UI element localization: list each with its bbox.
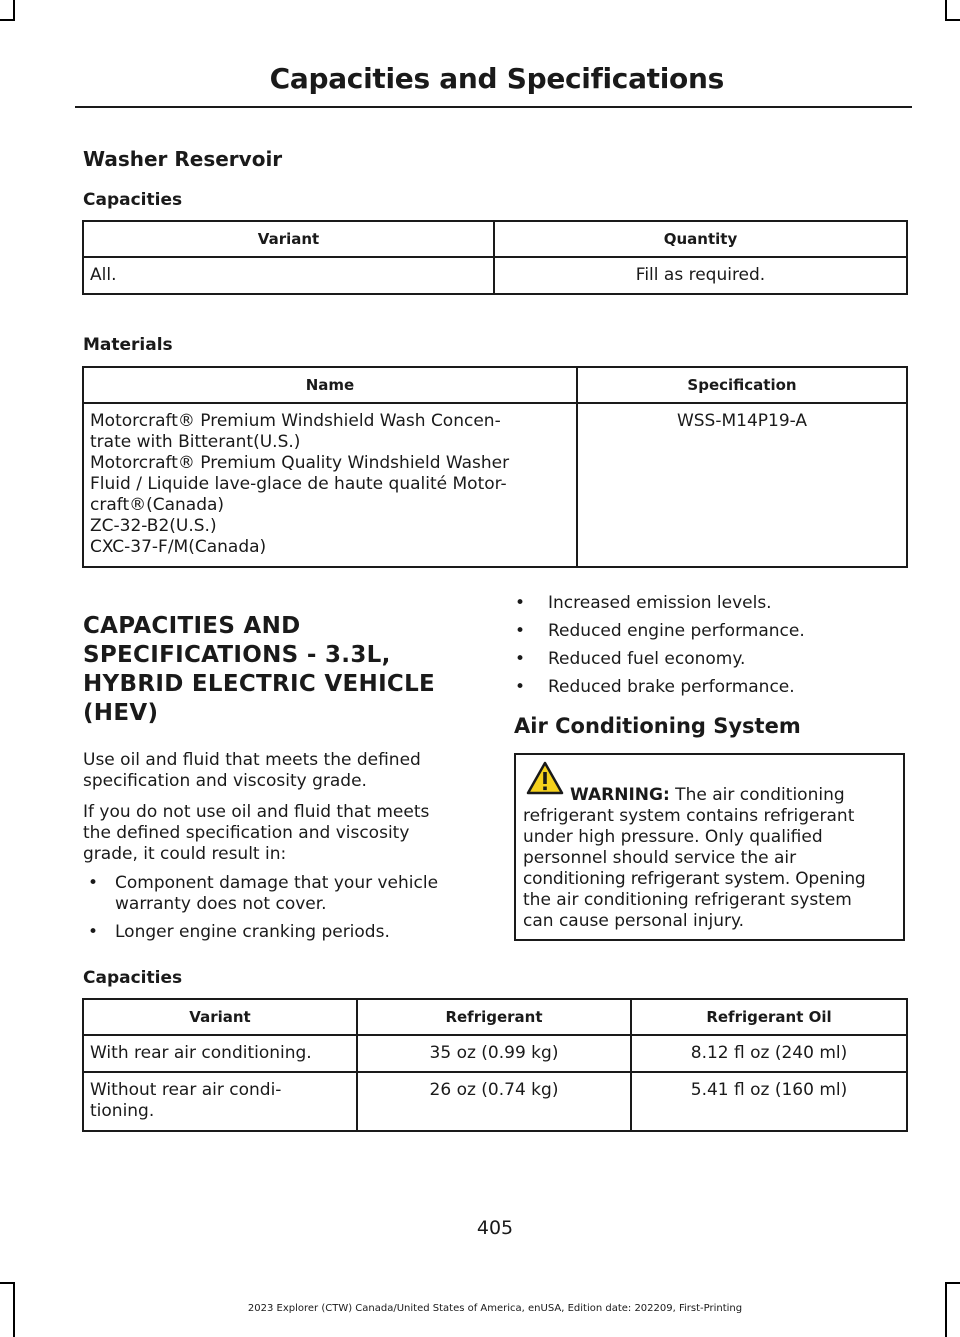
warning-line: refrigerant system contains refrigerant — [523, 806, 855, 826]
crop-mark — [13, 0, 15, 20]
column-header: Variant — [83, 999, 357, 1035]
page-title: Capacities and Specifications — [269, 62, 724, 95]
variant-cell: With rear air conditioning. — [83, 1035, 357, 1072]
bullet-text: Increased emission levels. — [548, 593, 772, 613]
bullet-marker: • — [515, 649, 526, 669]
warning-line: personnel should service the air — [523, 848, 797, 868]
heading-line: CAPACITIES AND — [83, 613, 301, 639]
bullet-marker: • — [515, 677, 526, 697]
refrigerant-cell: 35 oz (0.99 kg) — [357, 1035, 631, 1072]
washer-materials-heading: Materials — [83, 335, 173, 355]
table-row — [83, 257, 907, 294]
warning-line: the air conditioning refrigerant system — [523, 890, 852, 910]
column-header: Refrigerant — [357, 999, 631, 1035]
hev-consequence-paragraph — [83, 802, 429, 865]
material-name-line: ZC-32-B2(U.S.) — [90, 516, 217, 536]
bullet-marker: • — [515, 621, 526, 641]
paragraph-line: the defined specification and viscosity — [83, 823, 410, 843]
refrigerant-oil-cell: 5.41 fl oz (160 ml) — [631, 1072, 907, 1131]
column-header: Name — [83, 367, 577, 403]
list-item — [515, 677, 905, 698]
hev-section-heading — [83, 612, 483, 728]
variant-line: Without rear air condi- — [90, 1080, 282, 1100]
column-header: Specification — [577, 367, 907, 403]
heading-line: (HEV) — [83, 700, 159, 726]
bullet-text: Reduced brake performance. — [548, 677, 795, 697]
paragraph-line: Use oil and fluid that meets the defined — [83, 750, 421, 770]
material-name-line: CXC-37-F/M(Canada) — [90, 537, 267, 557]
quantity-cell: Fill as required. — [494, 257, 907, 294]
paragraph-line: If you do not use oil and fluid that meets — [83, 802, 430, 822]
bullet-text: Reduced engine performance. — [548, 621, 805, 641]
air-conditioning-heading: Air Conditioning System — [514, 714, 801, 738]
warning-line: conditioning refrigerant system. Opening — [523, 869, 866, 889]
bullet-text: Longer engine cranking periods. — [115, 922, 390, 942]
bullet-text: Reduced fuel economy. — [548, 649, 746, 669]
table-row — [83, 1035, 907, 1072]
bullet-line: warranty does not cover. — [115, 894, 327, 914]
refrigerant-cell: 26 oz (0.74 kg) — [357, 1072, 631, 1131]
list-item — [515, 649, 905, 670]
warning-line: under high pressure. Only qualified — [523, 827, 823, 847]
crop-mark — [945, 0, 947, 20]
warning-text — [570, 785, 845, 806]
bullet-marker: • — [88, 922, 99, 942]
table-header-row — [83, 999, 907, 1035]
refrigerant-oil-cell: 8.12 fl oz (240 ml) — [631, 1035, 907, 1072]
variant-cell — [83, 1072, 357, 1131]
heading-line: HYBRID ELECTRIC VEHICLE — [83, 671, 436, 697]
warning-box — [514, 753, 905, 941]
header-divider — [75, 106, 912, 108]
warning-line: can cause personal injury. — [523, 911, 745, 931]
washer-capacities-heading: Capacities — [83, 190, 183, 210]
material-name-line: craft®(Canada) — [90, 495, 225, 515]
column-header: Variant — [83, 221, 494, 257]
paragraph-line: specification and viscosity grade. — [83, 771, 367, 791]
list-item — [88, 922, 478, 943]
list-item — [515, 593, 905, 614]
bullet-line: Component damage that your vehicle — [115, 873, 439, 893]
column-header: Refrigerant Oil — [631, 999, 907, 1035]
bullet-marker: • — [88, 873, 99, 893]
ac-capacities-heading: Capacities — [83, 968, 183, 988]
crop-mark — [945, 1282, 960, 1284]
paragraph-line: grade, it could result in: — [83, 844, 287, 864]
warning-line: The air conditioning — [669, 785, 845, 805]
material-name-cell — [83, 403, 577, 567]
warning-triangle-icon — [526, 761, 564, 795]
ac-capacities-table — [82, 998, 908, 1132]
crop-mark — [0, 19, 15, 21]
washer-reservoir-heading: Washer Reservoir — [83, 147, 283, 171]
specification-cell: WSS-M14P19-A — [577, 403, 907, 567]
washer-capacities-table — [82, 220, 908, 295]
footer-edition-text: 2023 Explorer (CTW) Canada/United States of America, enUSA, Edition date: 202209, First-Printing — [247, 1303, 743, 1314]
crop-mark — [0, 1282, 15, 1284]
material-name-line: Fluid / Liquide lave-glace de haute qualité Motor- — [90, 474, 507, 494]
material-name-line: Motorcraft® Premium Windshield Wash Concen- — [90, 411, 501, 431]
crop-mark — [945, 19, 960, 21]
table-header-row — [83, 367, 907, 403]
heading-line: SPECIFICATIONS - 3.3L, — [83, 642, 391, 668]
washer-materials-table — [82, 366, 908, 568]
bullet-marker: • — [515, 593, 526, 613]
material-name-line: trate with Bitterant(U.S.) — [90, 432, 301, 452]
warning-label: WARNING: — [570, 785, 670, 805]
material-name-line: Motorcraft® Premium Quality Windshield Washer — [90, 453, 510, 473]
variant-line: tioning. — [90, 1101, 155, 1121]
list-item — [88, 873, 478, 915]
column-header: Quantity — [494, 221, 907, 257]
page-number: 405 — [476, 1217, 514, 1239]
table-row — [83, 1072, 907, 1131]
hev-intro-paragraph — [83, 750, 421, 792]
list-item — [515, 621, 905, 642]
table-header-row — [83, 221, 907, 257]
table-row — [83, 403, 907, 567]
variant-cell: All. — [83, 257, 494, 294]
